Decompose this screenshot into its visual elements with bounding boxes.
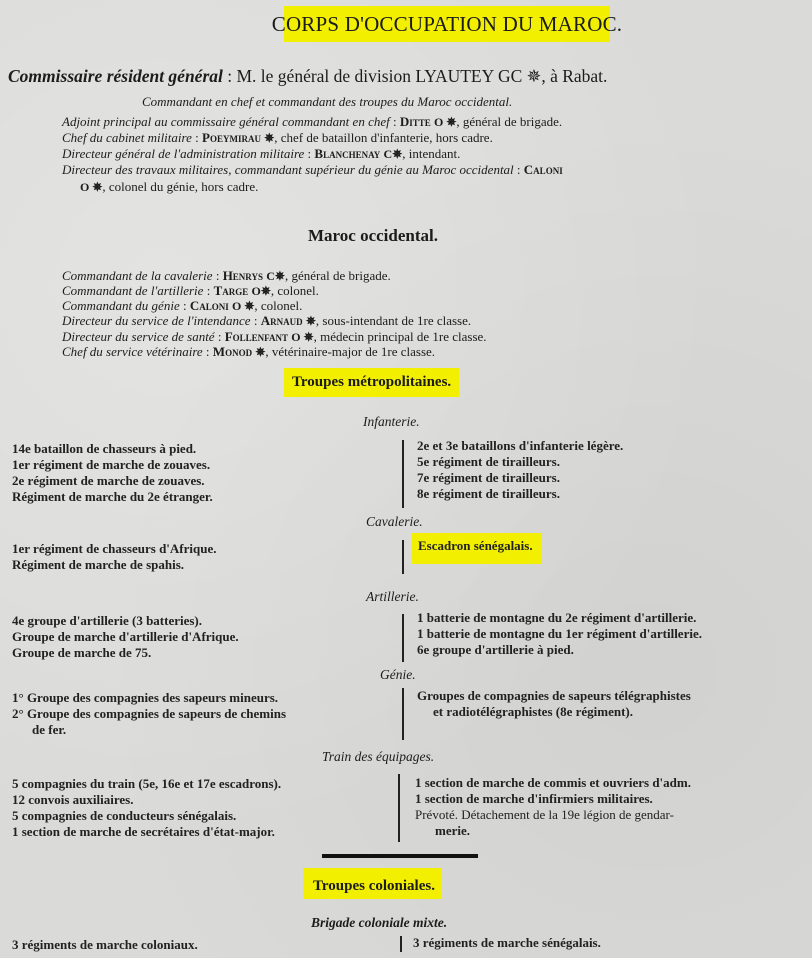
column-divider xyxy=(400,936,402,952)
category-heading-infanterie: Infanterie. xyxy=(363,414,420,429)
brigade-right-list xyxy=(413,935,601,951)
list-item: 1 batterie de montagne du 2e régiment d'artillerie. xyxy=(417,610,697,625)
list-item: 6e groupe d'artillerie à pied. xyxy=(417,642,574,657)
section-heading-troupes-coloniales: Troupes coloniales. xyxy=(303,868,441,899)
staff-line-administration: Directeur général de l'administration militaire : Blanchenay C✵, intendant. xyxy=(62,146,461,161)
staff-line-cabinet: Chef du cabinet militaire : Poeymirau ✵, chef de bataillon d'infanterie, hors cadre. xyxy=(62,130,493,145)
resident-text: : M. le général de division LYAUTEY GC ✵, à Rabat. xyxy=(222,66,608,86)
list-item: Régiment de marche de spahis. xyxy=(12,557,185,572)
list-item: 12 convois auxiliaires. xyxy=(12,792,134,807)
genie-left-list xyxy=(12,690,286,738)
column-divider xyxy=(402,688,404,740)
infanterie-right-list xyxy=(417,438,623,502)
staff-line-cavalerie: Commandant de la cavalerie : Henrys C✵, général de brigade. xyxy=(62,268,391,283)
list-item: Groupe de marche de 75. xyxy=(12,645,152,660)
resident-line xyxy=(8,66,607,87)
list-item: 1er régiment de marche de zouaves. xyxy=(12,457,211,472)
list-item: Prévoté. Détachement de la 19e légion de gendar- xyxy=(415,807,674,822)
column-divider xyxy=(398,774,400,842)
resident-subtitle: Commandant en chef et commandant des troupes du Maroc occidental. xyxy=(142,94,513,109)
category-heading-artillerie: Artillerie. xyxy=(366,589,419,604)
section-rule xyxy=(322,854,478,858)
list-item: 2° Groupe des compagnies de sapeurs de chemins xyxy=(12,706,287,721)
column-divider xyxy=(402,614,404,662)
list-item: 1° Groupe des compagnies des sapeurs mineurs. xyxy=(12,690,279,705)
list-item: et radiotélégraphistes (8e régiment). xyxy=(433,704,633,719)
cavalerie-left-list xyxy=(12,541,216,573)
staff-line-adjoint: Adjoint principal au commissaire général commandant en chef : Ditte O ✵, général de brigade. xyxy=(62,114,563,129)
staff-line-genie: Commandant du génie : Caloni O ✵, colonel. xyxy=(62,298,303,313)
genie-right-list xyxy=(417,688,691,720)
list-item: 14e bataillon de chasseurs à pied. xyxy=(12,441,197,456)
list-item: 3 régiments de marche coloniaux. xyxy=(12,937,198,952)
list-item: 5 compagnies du train (5e, 16e et 17e escadrons). xyxy=(12,776,282,791)
artillerie-left-list xyxy=(12,613,239,661)
list-item: Groupe de marche d'artillerie d'Afrique. xyxy=(12,629,239,644)
section-heading-maroc-occidental: Maroc occidental. xyxy=(308,226,438,245)
list-item: 7e régiment de tirailleurs. xyxy=(417,470,560,485)
list-item: Groupes de compagnies de sapeurs télégraphistes xyxy=(417,688,691,703)
list-item: 2e et 3e bataillons d'infanterie légère. xyxy=(417,438,624,453)
staff-line-intendance: Directeur du service de l'intendance : Arnaud ✵, sous-intendant de 1re classe. xyxy=(62,313,472,328)
list-item: 5 compagnies de conducteurs sénégalais. xyxy=(12,808,237,823)
infanterie-left-list xyxy=(12,441,213,505)
column-divider xyxy=(402,440,404,508)
artillerie-right-list xyxy=(417,610,702,658)
column-divider xyxy=(402,540,404,574)
section-heading-troupes-metropolitaines: Troupes métropolitaines. xyxy=(284,368,459,397)
staff-line-travaux-cont: O ✵, colonel du génie, hors cadre. xyxy=(80,179,259,194)
list-item: merie. xyxy=(435,823,471,838)
list-item: 8e régiment de tirailleurs. xyxy=(417,486,560,501)
staff-line-artillerie: Commandant de l'artillerie : Targe O✵, colonel. xyxy=(62,283,319,298)
staff-line-sante: Directeur du service de santé : Follenfant O ✵, médecin principal de 1re classe. xyxy=(62,329,487,344)
brigade-left-list xyxy=(12,937,198,953)
list-item: Régiment de marche du 2e étranger. xyxy=(12,489,213,504)
category-heading-train: Train des équipages. xyxy=(322,749,435,764)
category-heading-cavalerie: Cavalerie. xyxy=(366,514,423,529)
resident-role: Commissaire résident général xyxy=(8,66,223,86)
list-item: Escadron sénégalais. xyxy=(418,538,533,553)
staff-line-travaux: Directeur des travaux militaires, commandant supérieur du génie au Maroc occidental : Caloni xyxy=(62,162,563,177)
list-item: 1 section de marche de secrétaires d'état-major. xyxy=(12,824,275,839)
list-item: de fer. xyxy=(32,722,67,737)
cavalerie-right-list xyxy=(412,533,541,564)
category-heading-brigade-coloniale: Brigade coloniale mixte. xyxy=(311,915,448,930)
category-heading-genie: Génie. xyxy=(380,667,416,682)
list-item: 1 section de marche d'infirmiers militaires. xyxy=(415,791,653,806)
list-item: 5e régiment de tirailleurs. xyxy=(417,454,560,469)
train-left-list xyxy=(12,776,281,840)
list-item: 2e régiment de marche de zouaves. xyxy=(12,473,205,488)
list-item: 4e groupe d'artillerie (3 batteries). xyxy=(12,613,203,628)
train-right-list xyxy=(415,775,691,839)
staff-line-veterinaire: Chef du service vétérinaire : Monod ✵, vétérinaire-major de 1re classe. xyxy=(62,344,436,359)
document-title: CORPS D'OCCUPATION DU MAROC. xyxy=(284,6,610,42)
list-item: 1er régiment de chasseurs d'Afrique. xyxy=(12,541,217,556)
list-item: 1 batterie de montagne du 1er régiment d'artillerie. xyxy=(417,626,702,641)
list-item: 3 régiments de marche sénégalais. xyxy=(413,935,601,950)
list-item: 1 section de marche de commis et ouvriers d'adm. xyxy=(415,775,691,790)
